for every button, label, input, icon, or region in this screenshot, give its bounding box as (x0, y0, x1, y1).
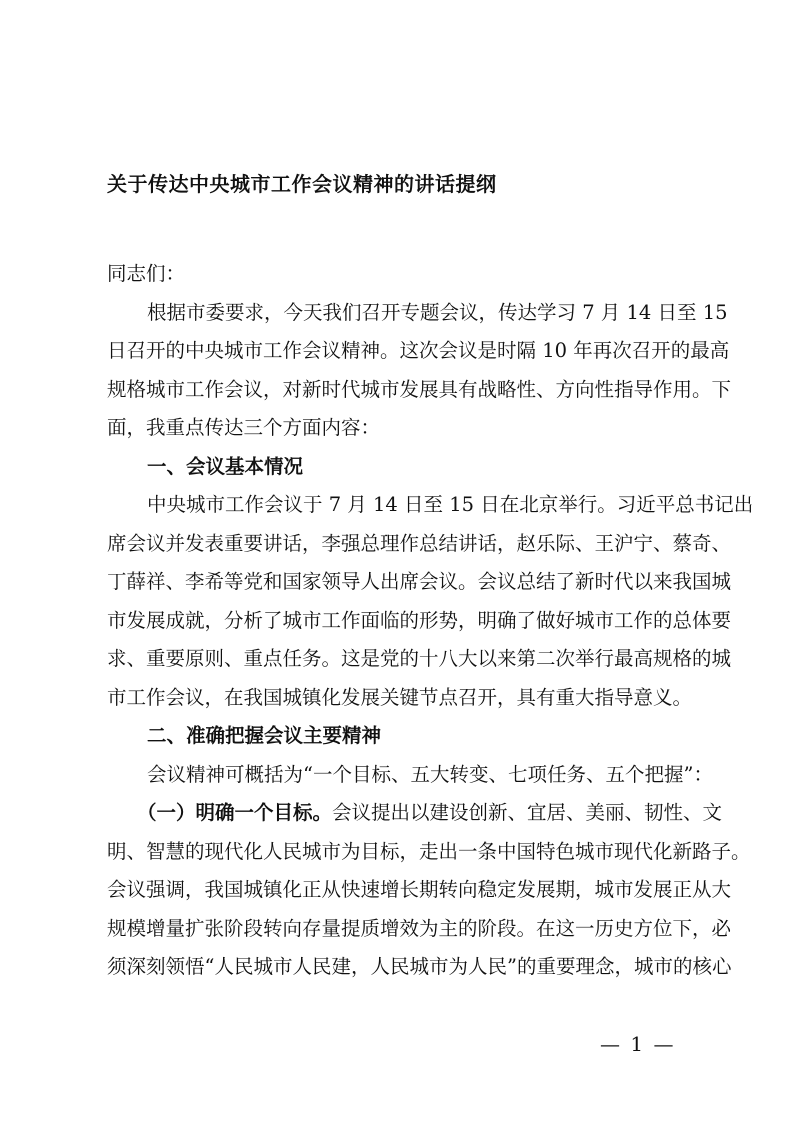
paragraph-line: 丁薛祥、李希等党和国家领导人出席会议。会议总结了新时代以来我国城 (107, 570, 732, 593)
subsection-lead: （一）明确一个目标。 (137, 801, 333, 824)
paragraph-line: 日召开的中央城市工作会议精神。这次会议是时隔 10 年再次召开的最高 (107, 339, 730, 362)
paragraph-line: 须深刻领悟“人民城市人民建，人民城市为人民”的重要理念，城市的核心 (107, 955, 732, 978)
paragraph-line: 求、重要原则、重点任务。这是党的十八大以来第二次举行最高规格的城 (107, 647, 732, 670)
paragraph-line: 中央城市工作会议于 7 月 14 日至 15 日在北京举行。习近平总书记出 (147, 493, 754, 516)
paragraph-line: 市发展成就，分析了城市工作面临的形势，明确了做好城市工作的总体要 (107, 608, 732, 632)
document-title: 关于传达中央城市工作会议精神的讲话提纲 (107, 172, 497, 196)
document-body (107, 260, 754, 992)
paragraph-line: 市工作会议，在我国城镇化发展关键节点召开，具有重大指导意义。 (107, 685, 693, 709)
page-number: — 1 — (600, 1032, 676, 1056)
paragraph-text: 会议提出以建设创新、宜居、美丽、韧性、文 (332, 801, 723, 824)
paragraph-line (107, 799, 723, 838)
section-heading-1: 一、会议基本情况 (147, 454, 304, 478)
paragraph-line: 规模增量扩张阶段转向存量提质增效为主的阶段。在这一历史方位下，必 (107, 916, 732, 940)
salutation: 同志们： (107, 262, 186, 285)
paragraph-line: 规格城市工作会议，对新时代城市发展具有战略性、方向性指导作用。下 (107, 377, 732, 401)
section-heading-2: 二、准确把握会议主要精神 (147, 724, 382, 747)
paragraph-line: 根据市委要求，今天我们召开专题会议，传达学习 7 月 14 日至 15 (147, 300, 728, 324)
paragraph-line: 面，我重点传达三个方面内容： (107, 416, 381, 439)
paragraph-line: 席会议并发表重要讲话，李强总理作总结讲话，赵乐际、王沪宁、蔡奇、 (107, 531, 732, 555)
paragraph-line: 会议精神可概括为“一个目标、五大转变、七项任务、五个把握”： (147, 762, 713, 786)
paragraph-line: 明、智慧的现代化人民城市为目标，走出一条中国特色城市现代化新路子。 (107, 839, 751, 863)
paragraph-line: 会议强调，我国城镇化正从快速增长期转向稳定发展期，城市发展正从大 (107, 878, 732, 901)
